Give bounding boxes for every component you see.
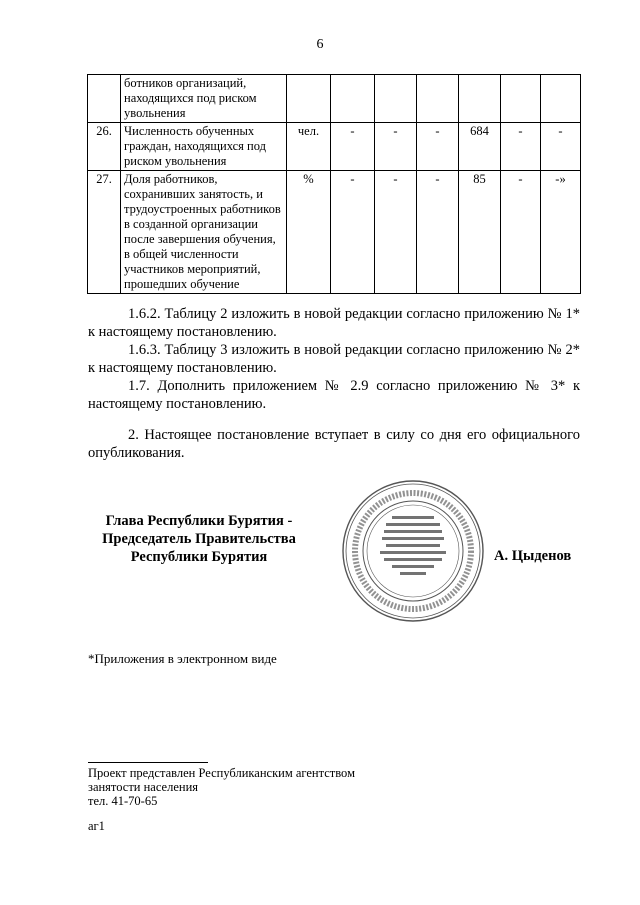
row-value xyxy=(331,75,375,123)
row-text: Численность обученных граждан, находящихся под риском увольнения xyxy=(121,123,287,171)
paragraph-text: 2. Настоящее постановление вступает в силу со дня его официального опубликования. xyxy=(88,427,580,461)
row-text: ботников организаций, находящихся под риском увольнения xyxy=(121,75,287,123)
row-value: - xyxy=(417,123,459,171)
row-value: -» xyxy=(541,171,581,294)
row-value: - xyxy=(375,123,417,171)
row-value: - xyxy=(501,123,541,171)
table-row xyxy=(88,171,581,294)
row-value: - xyxy=(331,123,375,171)
row-number: 27. xyxy=(88,171,121,294)
signatory-name: А. Цыденов xyxy=(494,548,572,564)
row-value xyxy=(541,75,581,123)
row-value: - xyxy=(417,171,459,294)
table-row xyxy=(88,75,581,123)
footer-info xyxy=(88,766,355,808)
attachments-note: *Приложения в электронном виде xyxy=(88,651,277,666)
paragraph-2 xyxy=(88,426,580,462)
document-code: аг1 xyxy=(88,819,105,833)
table-row xyxy=(88,123,581,171)
footer-line: занятости населения xyxy=(88,780,199,794)
footer-line: тел. 41-70-65 xyxy=(88,794,158,808)
row-value: 684 xyxy=(459,123,501,171)
paragraph-1-6-3 xyxy=(88,341,580,377)
row-number: 26. xyxy=(88,123,121,171)
footer-divider xyxy=(88,762,208,763)
row-unit: чел. xyxy=(287,123,331,171)
row-value: - xyxy=(501,171,541,294)
paragraph-text: 1.6.3. Таблицу 3 изложить в новой редакции согласно приложению № 2* к настоящему постановлению. xyxy=(88,342,580,376)
signatory-title-line: Председатель Правительства xyxy=(102,531,296,547)
indicators-table xyxy=(87,74,581,294)
row-text: Доля работников, сохранивших занятость, и трудоустроенных работников в созданной организации после завершения обучения, в общей численности участников мероприятий, прошедших обучение xyxy=(121,171,287,294)
row-value: - xyxy=(375,171,417,294)
paragraph-text: 1.7. Дополнить приложением № 2.9 согласно приложению № 3* к настоящему постановлению. xyxy=(88,378,580,412)
row-number xyxy=(88,75,121,123)
footer-line: Проект представлен Республиканским агентством xyxy=(88,766,355,780)
row-value xyxy=(501,75,541,123)
signatory-title xyxy=(96,512,302,566)
signatory-title-line: Глава Республики Бурятия - xyxy=(105,513,293,529)
row-value: 85 xyxy=(459,171,501,294)
paragraph-text: 1.6.2. Таблицу 2 изложить в новой редакции согласно приложению № 1* к настоящему постановлению. xyxy=(88,306,580,340)
row-value: - xyxy=(541,123,581,171)
row-value xyxy=(417,75,459,123)
row-value xyxy=(459,75,501,123)
paragraph-1-7 xyxy=(88,377,580,413)
official-seal xyxy=(340,478,486,624)
row-unit xyxy=(287,75,331,123)
row-value: - xyxy=(331,171,375,294)
paragraph-1-6-2 xyxy=(88,305,580,341)
signatory-title-line: Республики Бурятия xyxy=(130,549,268,565)
row-unit: % xyxy=(287,171,331,294)
row-value xyxy=(375,75,417,123)
page-number: 6 xyxy=(316,37,324,52)
